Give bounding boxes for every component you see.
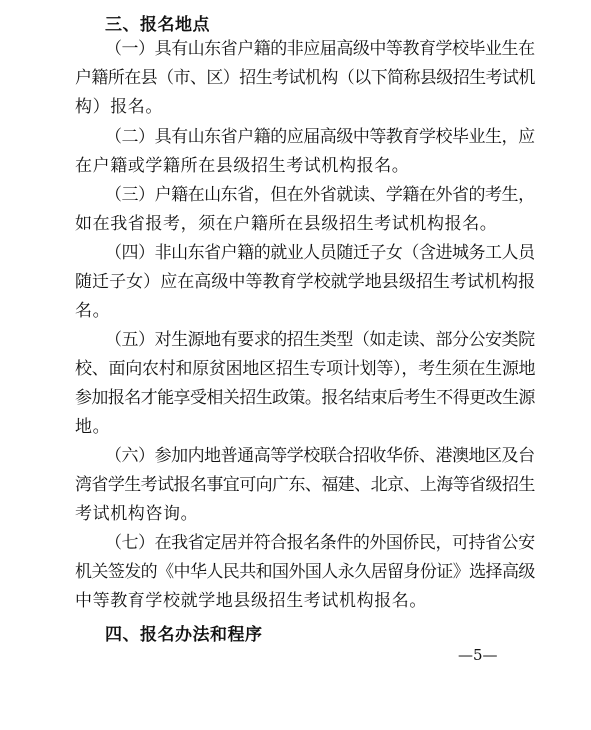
section-heading: 三、报名地点 [105,15,210,35]
paragraph-line: 参加报名才能享受相关招生政策。报名结束后考生不得更改生源 [75,388,535,408]
paragraph-line: （三）户籍在山东省，但在外省就读、学籍在外省的考生， [105,185,535,205]
paragraph-line: 地。 [75,417,111,437]
paragraph-line: 随迁子女）应在高级中等教育学校就学地县级招生考试机构报 [75,272,536,292]
paragraph-line: 名。 [75,301,111,321]
paragraph-line: 中等教育学校就学地县级招生考试机构报名。 [75,591,427,611]
paragraph-line: （一）具有山东省户籍的非应届高级中等教育学校毕业生在 [105,39,535,59]
paragraph-line: 湾省学生考试报名事宜可向广东、福建、北京、上海等省级招生 [75,475,535,495]
paragraph-line: 户籍所在县（市、区）招生考试机构（以下简称县级招生考试机 [75,68,535,88]
paragraph-line: 校、面向农村和原贫困地区招生专项计划等），考生须在生源地 [75,359,536,379]
page-number: —5— [458,646,498,664]
paragraph-line: 如在我省报考，须在户籍所在县级招生考试机构报名。 [75,214,498,234]
paragraph-line: （五）对生源地有要求的招生类型（如走读、部分公安类院 [105,330,535,350]
paragraph-line: 考试机构咨询。 [75,504,199,524]
paragraph-line: 机关签发的《中华人民共和国外国人永久居留身份证》选择高级 [75,562,535,582]
paragraph-line: （二）具有山东省户籍的应届高级中等教育学校毕业生，应 [105,127,535,147]
paragraph-line: 在户籍或学籍所在县级招生考试机构报名。 [75,156,410,176]
paragraph-line: （七）在我省定居并符合报名条件的外国侨民，可持省公安 [105,533,535,553]
paragraph-line: （四）非山东省户籍的就业人员随迁子女（含进城务工人员 [105,243,535,263]
section-heading: 四、报名办法和程序 [105,625,263,645]
paragraph-line: 构）报名。 [75,97,163,117]
paragraph-line: （六）参加内地普通高等学校联合招收华侨、港澳地区及台 [105,446,535,466]
